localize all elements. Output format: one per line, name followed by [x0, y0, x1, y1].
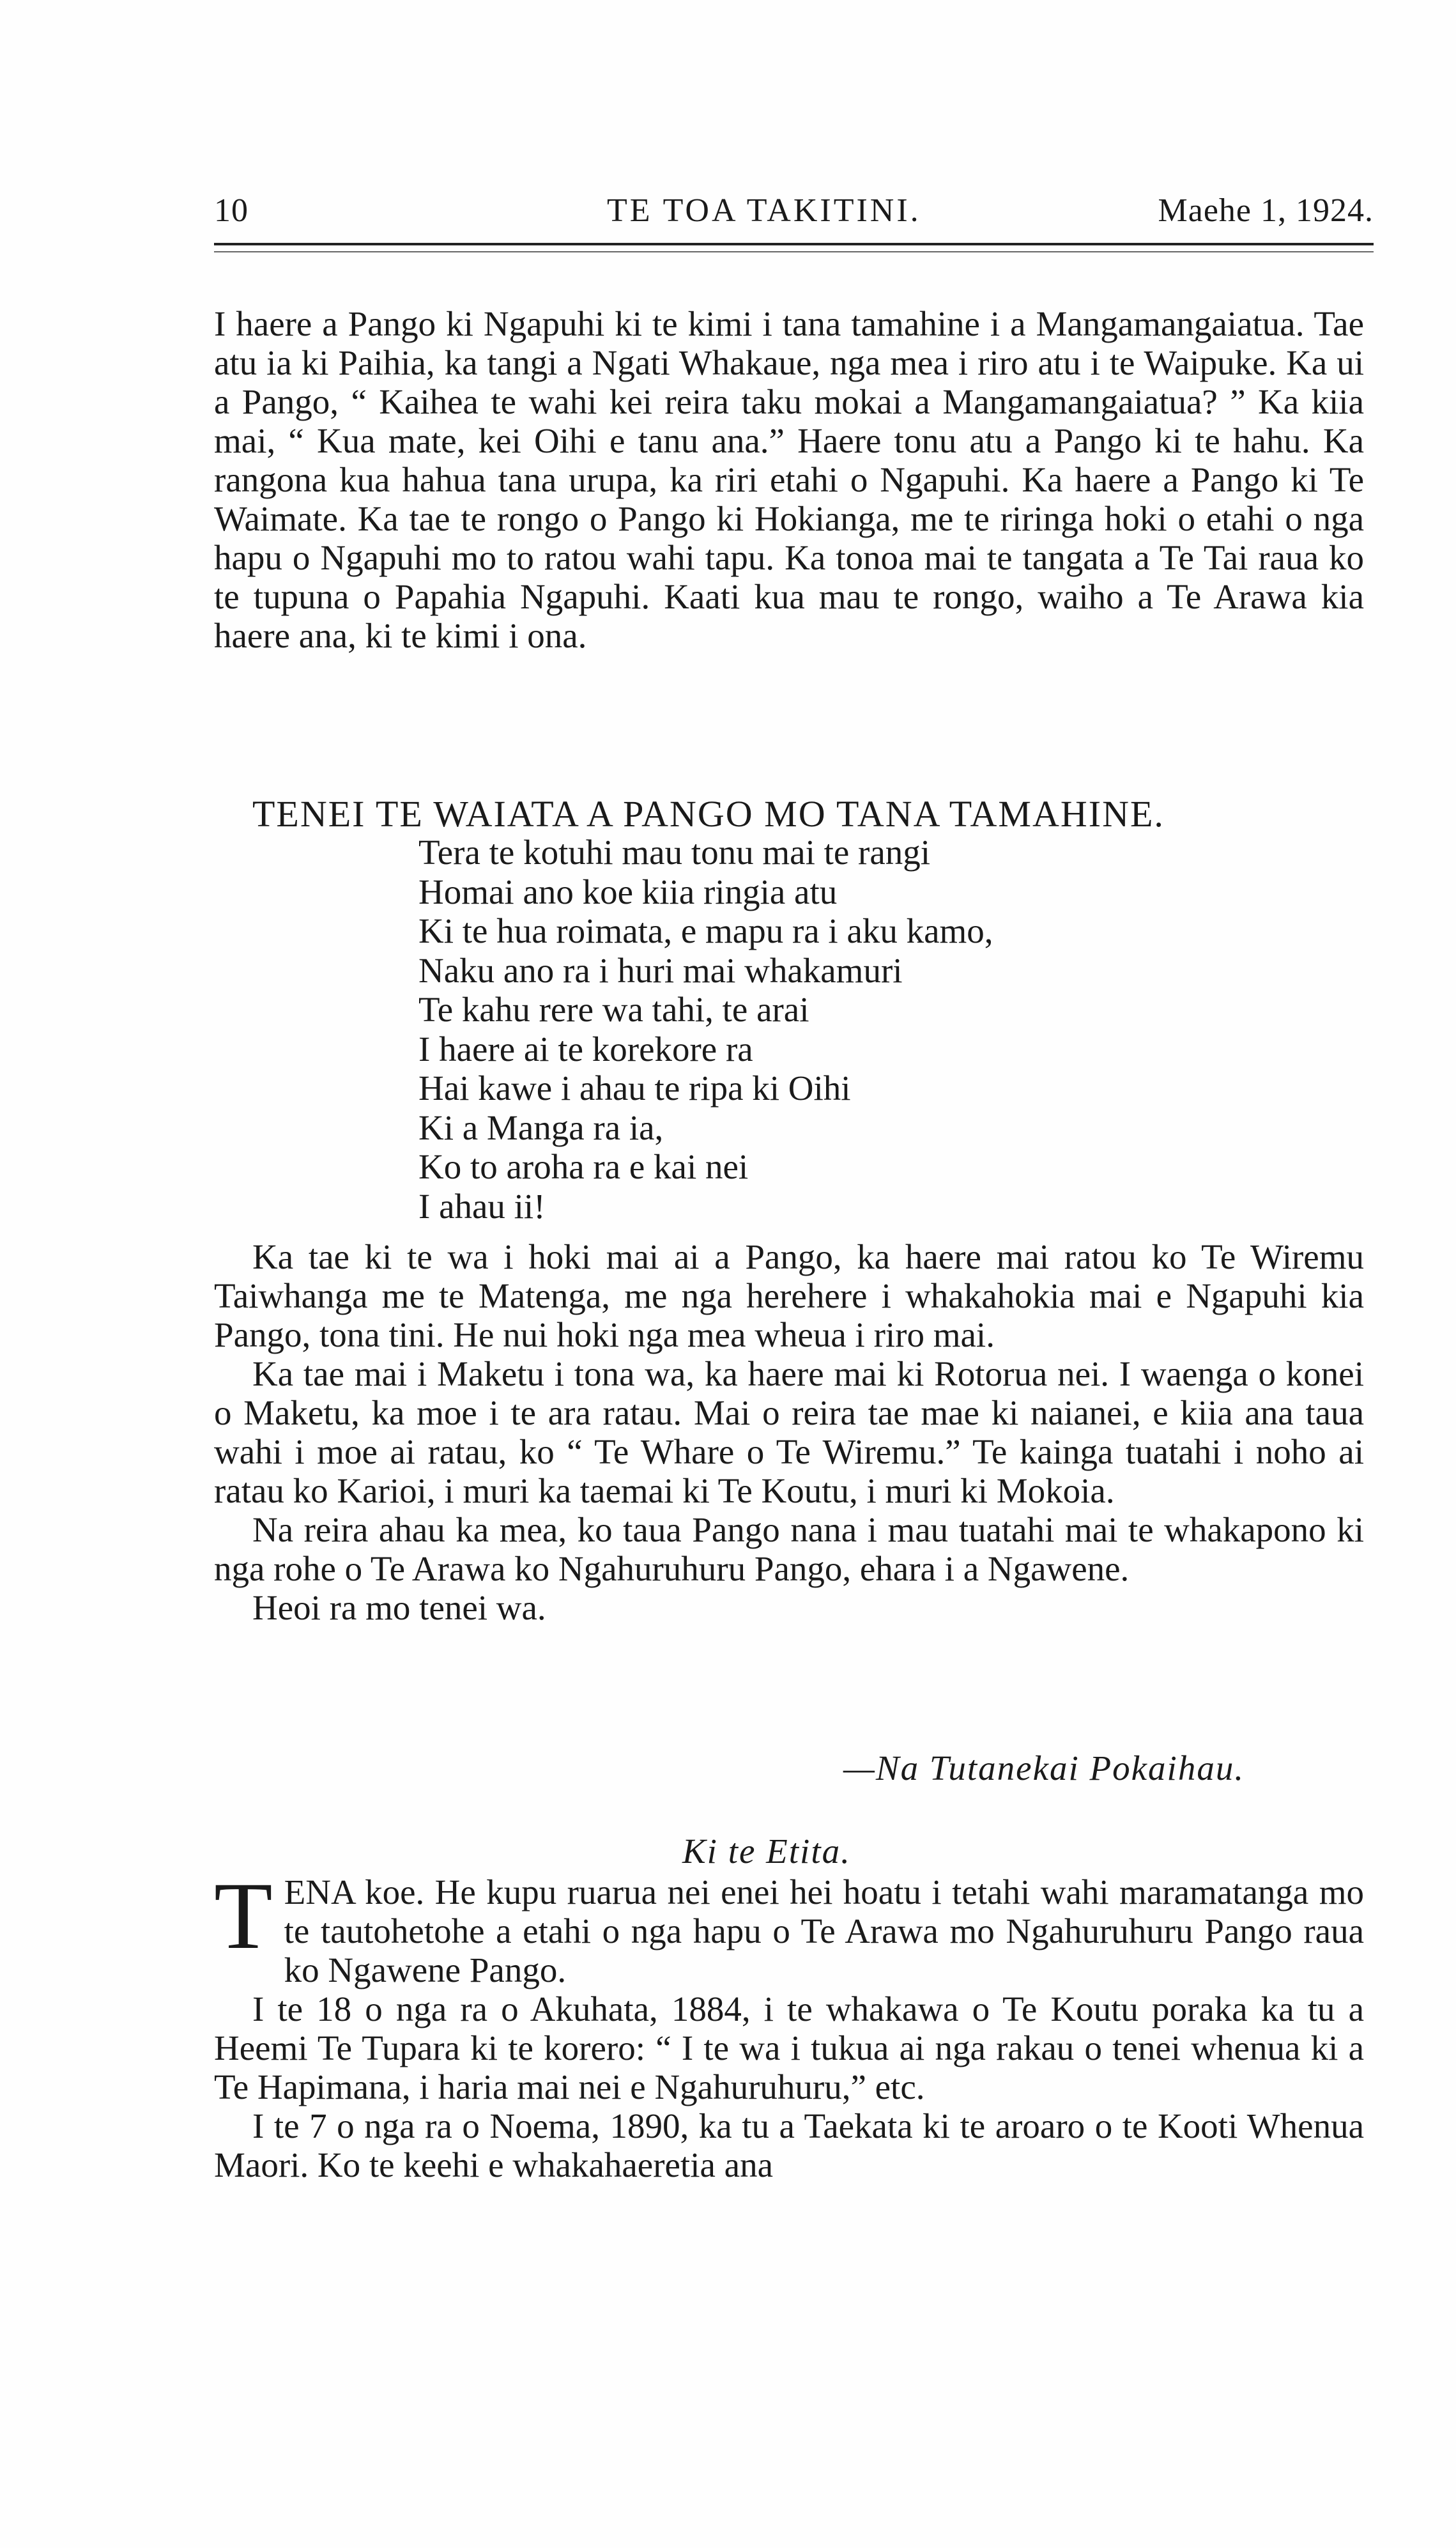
page-number: 10	[214, 192, 249, 229]
paragraph: Ka tae ki te wa i hoki mai ai a Pango, ka haere mai ratou ko Te Wiremu Taiwhanga me te Matenga, me nga herehere i whakahokia mai e Ngapuhi kia Pango, tona tini. He nui hoki nga mea wheua i riro mai.	[214, 1237, 1364, 1354]
poem-line: I haere ai te korekore ra	[418, 1029, 753, 1069]
letter-first-paragraph	[214, 1863, 1364, 1989]
signature: —Na Tutanekai Pokaihau.	[843, 1749, 1245, 1787]
poem-line: I ahau ii!	[418, 1186, 546, 1226]
poem-line: Ki a Manga ra ia,	[418, 1108, 664, 1147]
intro-paragraph: I haere a Pango ki Ngapuhi ki te kimi i tana tamahine i a Mangamangaiatua. Tae atu ia ki Paihia, ka tangi a Ngati Whakaue, nga mea i riro atu i te Waipuke. Ka ui a Pango, “ Kaihea te wahi kei reira taku mokai a Mangamangaiatua? ” Ka kiia mai, “ Kua mate, kei Oihi e tanu ana.” Haere tonu atu a Pango ki te hahu. Ka rangona kua hahua tana urupa, ka riri etahi o Ngapuhi. Ka haere a Pango ki Te Waimate. Ka tae te rongo o Pango ki Hokianga, me te riringa hoki o etahi o nga hapu o Ngapuhi mo to ratou wahi tapu. Ka tonoa mai te tangata a Te Tai raua ko te tupuna o Papahia Ngapuhi. Kaati kua mau te rongo, waiho a Te Arawa kia haere ana, ki te kimi i ona.	[214, 304, 1364, 655]
issue-date: Maehe 1, 1924.	[1158, 192, 1374, 229]
intro-section	[214, 304, 1364, 655]
poem-line: Te kahu rere wa tahi, te arai	[418, 990, 809, 1029]
poem-title: TENEI TE WAIATA A PANGO MO TANA TAMAHINE.	[252, 793, 1165, 835]
poem-line: Ki te hua roimata, e mapu ra i aku kamo,	[418, 911, 993, 950]
poem	[418, 833, 993, 1226]
after-poem-section	[214, 1237, 1364, 1627]
letter-first-text: ENA koe. He kupu ruarua nei enei hei hoatu i tetahi wahi maramatanga mo te tautohetohe a etahi o nga hapu o Te Arawa mo Ngahuruhuru Pango raua ko Ngawene Pango.	[284, 1872, 1364, 1989]
poem-line: Tera te kotuhi mau tonu mai te rangi	[418, 833, 931, 872]
header-rule	[214, 243, 1374, 245]
poem-line: Homai ano koe kiia ringia atu	[418, 872, 838, 911]
drop-cap: T	[214, 1863, 273, 1969]
poem-line: Naku ano ra i huri mai whakamuri	[418, 950, 903, 990]
poem-line: Ko to aroha ra e kai nei	[418, 1147, 749, 1186]
letter-body	[214, 1863, 1364, 2184]
letter-paragraph: I te 18 o nga ra o Akuhata, 1884, i te whakawa o Te Koutu poraka ka tu a Heemi Te Tupara ki te korero: “ I te wa i tukua ai nga rakau o tenei whenua ki a Te Hapimana, i haria mai nei e Ngahuruhuru,” etc.	[214, 1989, 1364, 2106]
poem-line: Hai kawe i ahau te ripa ki Oihi	[418, 1069, 851, 1108]
paragraph: Ka tae mai i Maketu i tona wa, ka haere mai ki Rotorua nei. I waenga o konei o Maketu, ka moe i te ara ratau. Mai o reira tae mae ki naianei, e kiia ana taua wahi i moe ai ratau, ko “ Te Whare o Te Wiremu.” Te kainga tuatahi i noho ai ratau ko Karioi, i muri ka taemai ki Te Koutu, i muri ki Mokoia.	[214, 1354, 1364, 1510]
header-rule-thin	[214, 251, 1374, 252]
paragraph: Na reira ahau ka mea, ko taua Pango nana i mau tuatahi mai te whakapono ki nga rohe o Te Arawa ko Ngahuruhuru Pango, ehara i a Ngawene.	[214, 1510, 1364, 1588]
paragraph: Heoi ra mo tenei wa.	[252, 1588, 546, 1627]
page-header	[214, 192, 1374, 236]
publication-title: TE TOA TAKITINI.	[607, 192, 921, 229]
letter-paragraph: I te 7 o nga ra o Noema, 1890, ka tu a Taekata ki te aroaro o te Kooti Whenua Maori. Ko te keehi e whakahaeretia ana	[214, 2106, 1364, 2184]
letter-heading: Ki te Etita.	[682, 1832, 851, 1871]
